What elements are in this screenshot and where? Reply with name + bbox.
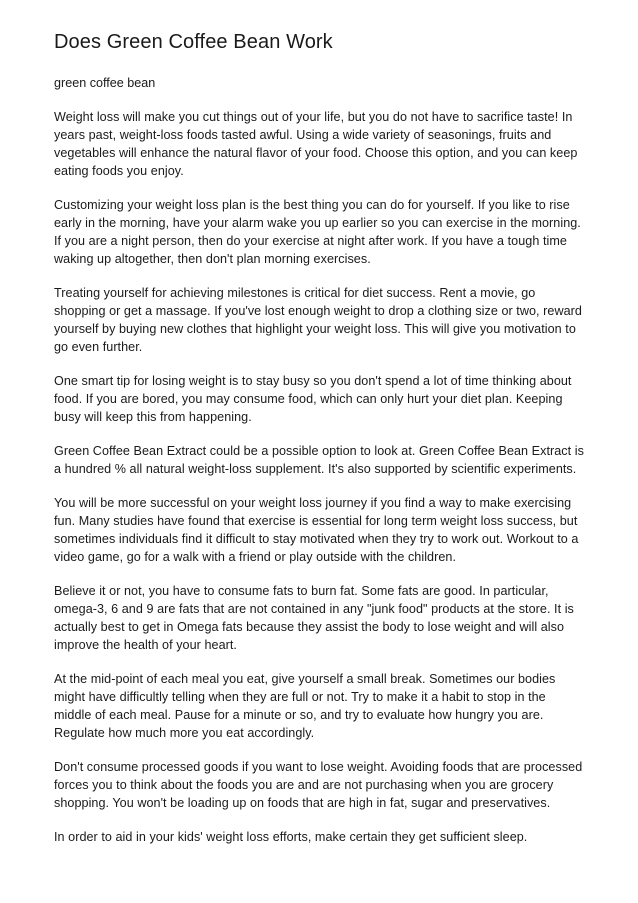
paragraph: Don't consume processed goods if you want to lose weight. Avoiding foods that are processed forces you to think about the foods you are and are not purchasing when you are grocery shopping. You won't be loading up on foods that are high in fat, sugar and preservatives. — [54, 760, 583, 810]
paragraph: You will be more successful on your weight loss journey if you find a way to make exercising fun. Many studies have found that exercise is essential for long term weight loss success, but sometimes individuals find it difficult to stay motivated when they try to work out. Workout to a video game, go for a walk with a friend or play outside with the children. — [54, 496, 579, 564]
paragraph: At the mid-point of each meal you eat, give yourself a small break. Sometimes our bodies might have difficultly telling when they are full or not. Try to make it a habit to stop in the middle of each meal. Pause for a minute or so, and try to evaluate how hungry you are. Regulate how much more you eat accordingly. — [54, 672, 556, 740]
page-title: Does Green Coffee Bean Work — [54, 31, 333, 53]
paragraph: Customizing your weight loss plan is the best thing you can do for yourself. If you like to rise early in the morning, have your alarm wake you up earlier so you can exercise in the morning. If you are a night person, then do your exercise at night after work. If you have a tough time waking up altogether, then don't plan morning exercises. — [54, 198, 581, 266]
paragraph: Treating yourself for achieving milestones is critical for diet success. Rent a movie, go shopping or get a massage. If you've lost enough weight to drop a clothing size or two, reward yourself by buying new clothes that highlight your weight loss. This will give you motivation to go even further. — [54, 286, 582, 354]
paragraph: Weight loss will make you cut things out of your life, but you do not have to sacrifice taste! In years past, weight-loss foods tasted awful. Using a wide variety of seasonings, fruits and vegetables will enhance the natural flavor of your food. Choose this option, and you can keep eating foods you enjoy. — [54, 110, 578, 178]
paragraph: In order to aid in your kids' weight loss efforts, make certain they get sufficient sleep. — [54, 830, 528, 844]
paragraph: One smart tip for losing weight is to stay busy so you don't spend a lot of time thinking about food. If you are bored, you may consume food, which can only hurt your diet plan. Keeping busy will keep this from happening. — [54, 374, 572, 424]
paragraph: Believe it or not, you have to consume fats to burn fat. Some fats are good. In particular, omega-3, 6 and 9 are fats that are not contained in any "junk food" products at the store. It is actually best to get in Omega fats because they assist the body to lose weight and will also improve the health of your heart. — [54, 584, 574, 652]
paragraph: Green Coffee Bean Extract could be a possible option to look at. Green Coffee Bean Extract is a hundred % all natural weight-loss supplement. It's also supported by scientific experiments. — [54, 444, 584, 476]
page-subtitle: green coffee bean — [54, 76, 156, 90]
